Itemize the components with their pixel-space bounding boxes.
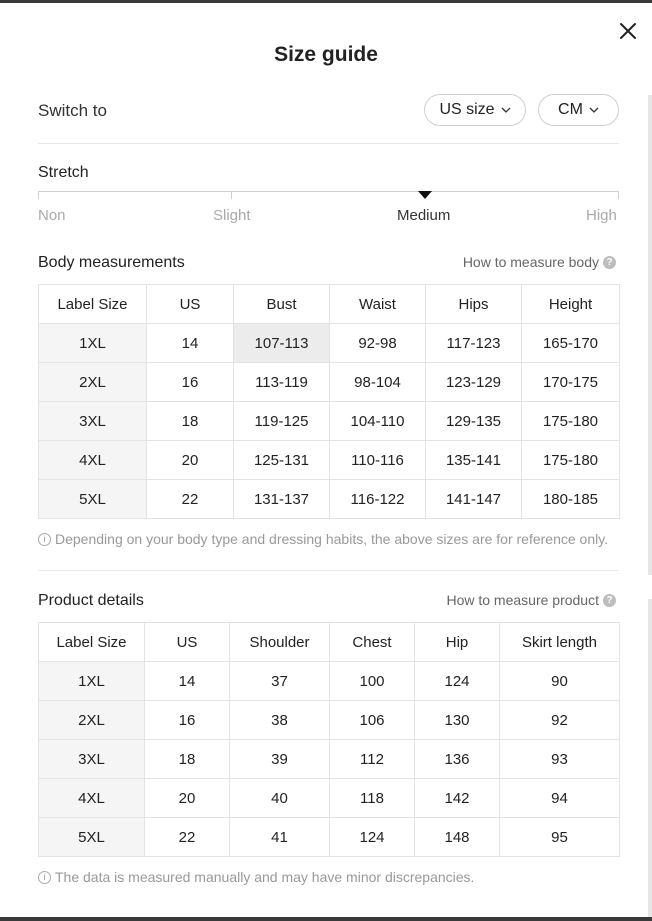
cell-shoulder: 37 xyxy=(230,662,330,701)
cell-label-size: 1XL xyxy=(39,662,145,701)
modal-title: Size guide xyxy=(274,43,378,66)
cell-skirt-length: 94 xyxy=(500,779,620,818)
cell-height: 175-180 xyxy=(522,402,620,441)
stretch-tick xyxy=(231,191,232,199)
body-note-text: Depending on your body type and dressing habits, the above sizes are for reference only. xyxy=(55,531,609,547)
table-row xyxy=(39,480,620,519)
cell-shoulder: 40 xyxy=(230,779,330,818)
cell-waist: 110-116 xyxy=(330,441,426,480)
cell-skirt-length: 95 xyxy=(500,818,620,857)
cell-us: 22 xyxy=(145,818,230,857)
cell-height: 180-185 xyxy=(522,480,620,519)
stretch-marker-icon xyxy=(418,191,432,199)
cell-label-size: 3XL xyxy=(39,740,145,779)
header-chest: Chest xyxy=(330,623,415,662)
cell-bust: 125-131 xyxy=(234,441,330,480)
cell-label-size: 4XL xyxy=(39,441,147,480)
divider xyxy=(38,143,619,144)
cell-skirt-length: 93 xyxy=(500,740,620,779)
cell-label-size: 5XL xyxy=(39,480,147,519)
table-row xyxy=(39,701,620,740)
product-details-title: Product details xyxy=(38,592,144,609)
length-unit-value: CM xyxy=(558,101,583,118)
stretch-track xyxy=(38,191,619,192)
cell-shoulder: 39 xyxy=(230,740,330,779)
cell-hip: 136 xyxy=(415,740,500,779)
cell-hips: 117-123 xyxy=(426,324,522,363)
table-header-row xyxy=(39,623,620,662)
header-label-size: Label Size xyxy=(39,623,145,662)
cell-hip: 130 xyxy=(415,701,500,740)
header-height: Height xyxy=(522,285,620,324)
cell-us: 20 xyxy=(145,779,230,818)
how-to-measure-product-link[interactable] xyxy=(446,592,616,608)
product-note-text: The data is measured manually and may have minor discrepancies. xyxy=(55,869,475,885)
table-row xyxy=(39,818,620,857)
cell-bust: 107-113 xyxy=(234,324,330,363)
divider xyxy=(38,570,619,571)
body-measurements-title: Body measurements xyxy=(38,254,185,271)
cell-chest: 118 xyxy=(330,779,415,818)
header-us: US xyxy=(145,623,230,662)
length-unit-dropdown[interactable] xyxy=(538,94,619,126)
product-details-table xyxy=(38,622,620,857)
product-note xyxy=(38,869,474,885)
switch-to-label: Switch to xyxy=(38,101,107,120)
cell-shoulder: 38 xyxy=(230,701,330,740)
cell-waist: 98-104 xyxy=(330,363,426,402)
cell-skirt-length: 92 xyxy=(500,701,620,740)
cell-label-size: 5XL xyxy=(39,818,145,857)
cell-hip: 142 xyxy=(415,779,500,818)
size-unit-dropdown[interactable] xyxy=(424,94,526,126)
header-shoulder: Shoulder xyxy=(230,623,330,662)
stretch-tick xyxy=(618,191,619,199)
cell-us: 18 xyxy=(147,402,234,441)
how-to-measure-product-label: How to measure product xyxy=(446,592,599,608)
stretch-label: Stretch xyxy=(38,164,89,181)
cell-height: 165-170 xyxy=(522,324,620,363)
how-to-measure-body-label: How to measure body xyxy=(462,254,599,270)
question-icon: ? xyxy=(603,256,616,269)
cell-us: 20 xyxy=(147,441,234,480)
cell-us: 16 xyxy=(147,363,234,402)
cell-shoulder: 41 xyxy=(230,818,330,857)
table-row xyxy=(39,402,620,441)
header-bust: Bust xyxy=(234,285,330,324)
table-header-row xyxy=(39,285,620,324)
chevron-down-icon xyxy=(501,107,511,113)
cell-chest: 106 xyxy=(330,701,415,740)
header-skirt-length: Skirt length xyxy=(500,623,620,662)
cell-waist: 92-98 xyxy=(330,324,426,363)
cell-us: 14 xyxy=(147,324,234,363)
info-icon: i xyxy=(38,533,51,546)
size-unit-value: US size xyxy=(439,101,495,118)
body-measurements-table xyxy=(38,284,620,519)
stretch-tick xyxy=(38,191,39,199)
close-icon[interactable] xyxy=(616,19,640,43)
cell-bust: 131-137 xyxy=(234,480,330,519)
question-icon: ? xyxy=(603,594,616,607)
cell-label-size: 2XL xyxy=(39,363,147,402)
table-row xyxy=(39,779,620,818)
cell-us: 22 xyxy=(147,480,234,519)
cell-us: 14 xyxy=(145,662,230,701)
cell-label-size: 1XL xyxy=(39,324,147,363)
size-guide-modal xyxy=(0,3,652,917)
body-note xyxy=(38,531,608,547)
table-row xyxy=(39,324,620,363)
cell-hips: 141-147 xyxy=(426,480,522,519)
cell-skirt-length: 90 xyxy=(500,662,620,701)
cell-waist: 104-110 xyxy=(330,402,426,441)
cell-waist: 116-122 xyxy=(330,480,426,519)
stretch-option-high: High xyxy=(586,207,617,224)
header-hip: Hip xyxy=(415,623,500,662)
cell-bust: 119-125 xyxy=(234,402,330,441)
chevron-down-icon xyxy=(589,107,599,113)
header-label-size: Label Size xyxy=(39,285,147,324)
scrollbar-track[interactable] xyxy=(648,95,652,575)
cell-chest: 112 xyxy=(330,740,415,779)
header-hips: Hips xyxy=(426,285,522,324)
cell-height: 170-175 xyxy=(522,363,620,402)
stretch-option-non: Non xyxy=(38,207,66,224)
cell-hips: 135-141 xyxy=(426,441,522,480)
scrollbar-track-lower[interactable] xyxy=(648,599,652,917)
cell-label-size: 3XL xyxy=(39,402,147,441)
table-row xyxy=(39,740,620,779)
cell-hips: 123-129 xyxy=(426,363,522,402)
cell-label-size: 4XL xyxy=(39,779,145,818)
cell-us: 16 xyxy=(145,701,230,740)
header-waist: Waist xyxy=(330,285,426,324)
stretch-option-slight: Slight xyxy=(213,207,251,224)
cell-height: 175-180 xyxy=(522,441,620,480)
cell-hip: 124 xyxy=(415,662,500,701)
cell-chest: 124 xyxy=(330,818,415,857)
table-row xyxy=(39,441,620,480)
stretch-option-medium: Medium xyxy=(397,207,451,224)
cell-chest: 100 xyxy=(330,662,415,701)
info-icon: i xyxy=(38,871,51,884)
table-row xyxy=(39,662,620,701)
cell-bust: 113-119 xyxy=(234,363,330,402)
cell-us: 18 xyxy=(145,740,230,779)
cell-hips: 129-135 xyxy=(426,402,522,441)
header-us: US xyxy=(147,285,234,324)
cell-hip: 148 xyxy=(415,818,500,857)
table-row xyxy=(39,363,620,402)
cell-label-size: 2XL xyxy=(39,701,145,740)
how-to-measure-body-link[interactable] xyxy=(463,254,616,270)
